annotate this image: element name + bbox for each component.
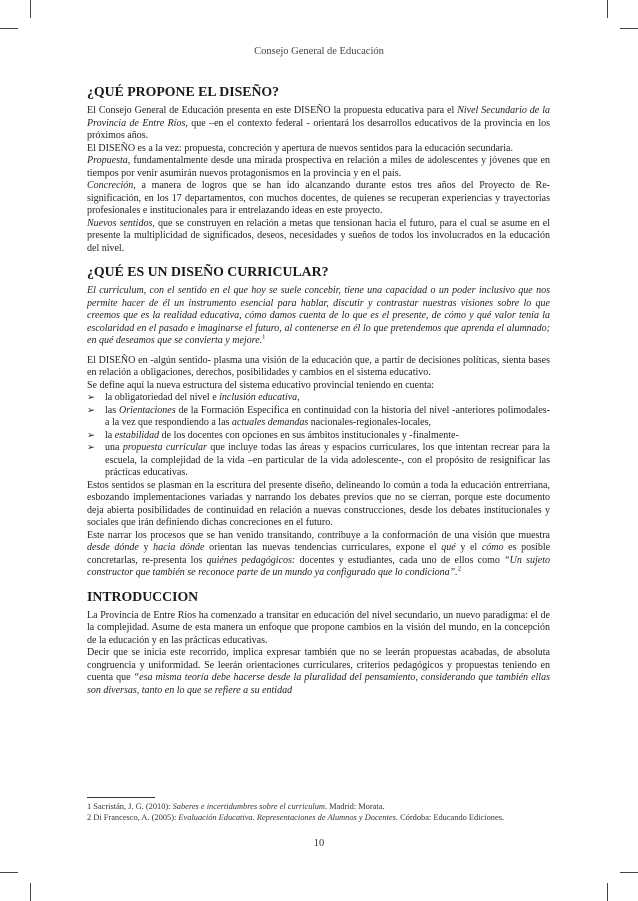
page-number: 10 [313, 838, 325, 849]
list-item: ➢ las Orientaciones de la Formación Específica en continuidad con la historia del nivel -anteriores polimodales- a la vez que respondiendo a las actuales demandas nacionales-regionales-locales, [87, 405, 550, 430]
footnotes [87, 801, 550, 823]
list-item: ➢ la obligatoriedad del nivel e inclusión educativa, [87, 392, 550, 405]
list-item: ➢ una propuesta curricular que incluye todas las áreas y espacios curriculares, los que intentan recrear para la escuela, la complejidad de la vida –en particular de la vida adolescente-, con el propósito de resignificar las prácticas educativas. [87, 442, 550, 480]
crop-mark [607, 0, 608, 18]
paragraph: El DISEÑO es a la vez: propuesta, concreción y apertura de nuevos sentidos para la educación secundaria. [87, 142, 513, 154]
paragraph: Nuevos sentidos, que se construyen en relación a metas que tensionan hacia el futuro, para el cual se asume en el presente la multiplicidad de significados, deseos, necesidades y sueños de todos los involucrados en la educación del nivel. [87, 217, 550, 254]
page-content [87, 84, 550, 697]
quote-paragraph: El curriculum, con el sentido en el que hoy se suele concebir, tiene una capacidad o un poder inclusivo que nos permite hacer de él un instrumento esencial para hablar, discutir y contrastar nuestras visiones sobre lo que creemos que es la realidad educativa, cómo damos cuenta de lo que es el presente, de cómo y qué valor tenía la escolaridad en el pasado e imaginarse el futuro, al contenerse en él lo que pretendemos que aprenda el alumnado; en qué deseamos que se convierta y mejore.$^1$ [87, 285, 550, 346]
paragraph: Propuesta, fundamentalmente desde una mirada prospectiva en relación a miles de adolescentes y jóvenes que en tiempos por venir asumirán nuevos protagonismos en la provincia y en el país. [87, 155, 550, 179]
section-title-propone: ¿QUÉ PROPONE EL DISEÑO? [87, 84, 280, 99]
crop-mark [620, 28, 638, 29]
paragraph: La Provincia de Entre Ríos ha comenzado a transitar en educación del nivel secundario, un nuevo paradigma: el de la complejidad. Asume de esta manera un enfoque que propone cambios en la visión del mundo, en la concepción de la educación y en las prácticas educativas. [87, 609, 550, 646]
crop-mark [0, 872, 18, 873]
paragraph: Se define aquí la nueva estructura del sistema educativo provincial teniendo en cuenta: [87, 379, 435, 391]
paragraph: Estos sentidos se plasman en la escritura del presente diseño, delineando lo común a toda la educación entrerriana, esbozando implementaciones variadas y narrando los debates previos que no se cierran, porque este documento deja abierta posibilidades de continuidad en relación a nuevas construcciones, desde los debates institucionales y sociales que irán definiendo dichas concreciones en el futuro. [87, 479, 550, 528]
bullet-list [87, 392, 550, 480]
running-header: Consejo General de Educación [254, 46, 384, 57]
list-item: ➢ la estabilidad de los docentes con opciones en sus ámbitos institucionales y -finalmente- [87, 430, 550, 443]
footnote-mark: 1 [262, 333, 266, 341]
footnote-1: 1 Sacristán, J. G. (2010): Saberes e incertidumbres sobre el curriculum. Madrid: Morata. [87, 802, 385, 811]
crop-mark [30, 883, 31, 901]
section-title-introduccion: INTRODUCCION [87, 588, 199, 604]
crop-mark [30, 0, 31, 18]
crop-mark [607, 883, 608, 901]
paragraph: Este narrar los procesos que se han venido transitando, contribuye a la conformación de una visión que muestra desde dónde y hacia dónde orientan las nuevas tendencias curriculares, expone el qué y el cómo es posible concretarlas, re-presenta los quiénes pedagógicos: docentes y estudiantes, cada uno de ellos como “Un sujeto constructor que también se reconoce parte de un mundo ya configurado que lo condiciona”.$^2$ [87, 529, 551, 578]
footnote-divider [87, 797, 155, 798]
crop-mark [0, 28, 18, 29]
paragraph: Decir que se inicia este recorrido, implica expresar también que no se leerán propuestas acabadas, de absoluta congruencia y uniformidad. Se leerán orientaciones curriculares, criterios pedagógicos y propuestas teniendo en cuenta que “esa misma teoría debe hacerse desde la pluralidad del pensamiento, considerando que también ellas son diversas, tanto en lo que se refiere a su entidad [87, 647, 550, 696]
paragraph: Concreción, a manera de logros que se han ido alcanzando durante estos tres años del Proyecto de Re-significación, en los 17 departamentos, con muchos docentes, de quienes se recuperan experiencias y trayectorias profesionales e institucionales para ir entrelazando ideas en este proyecto. [87, 180, 550, 216]
paragraph: El Consejo General de Educación presenta en este DISEÑO la propuesta educativa para el Nivel Secundario de la Provincia de Entre Ríos, que –en el contexto federal - orientará los desarrollos educativos de la provincia en los próximos años. [87, 105, 550, 141]
section-title-diseno-curricular: ¿QUÉ ES UN DISEÑO CURRICULAR? [87, 264, 329, 279]
crop-mark [620, 872, 638, 873]
footnote-2: 2 Di Francesco, A. (2005): Evaluación Educativa. Representaciones de Alumnos y Docentes. Córdoba: Educando Ediciones. [87, 813, 505, 823]
paragraph: El DISEÑO en -algún sentido- plasma una visión de la educación que, a partir de decisiones políticas, sienta bases en relación a obligaciones, derechos, posibilidades y cambios en el sistema educativo. [87, 354, 550, 378]
footnote-mark: 2 [457, 565, 461, 573]
